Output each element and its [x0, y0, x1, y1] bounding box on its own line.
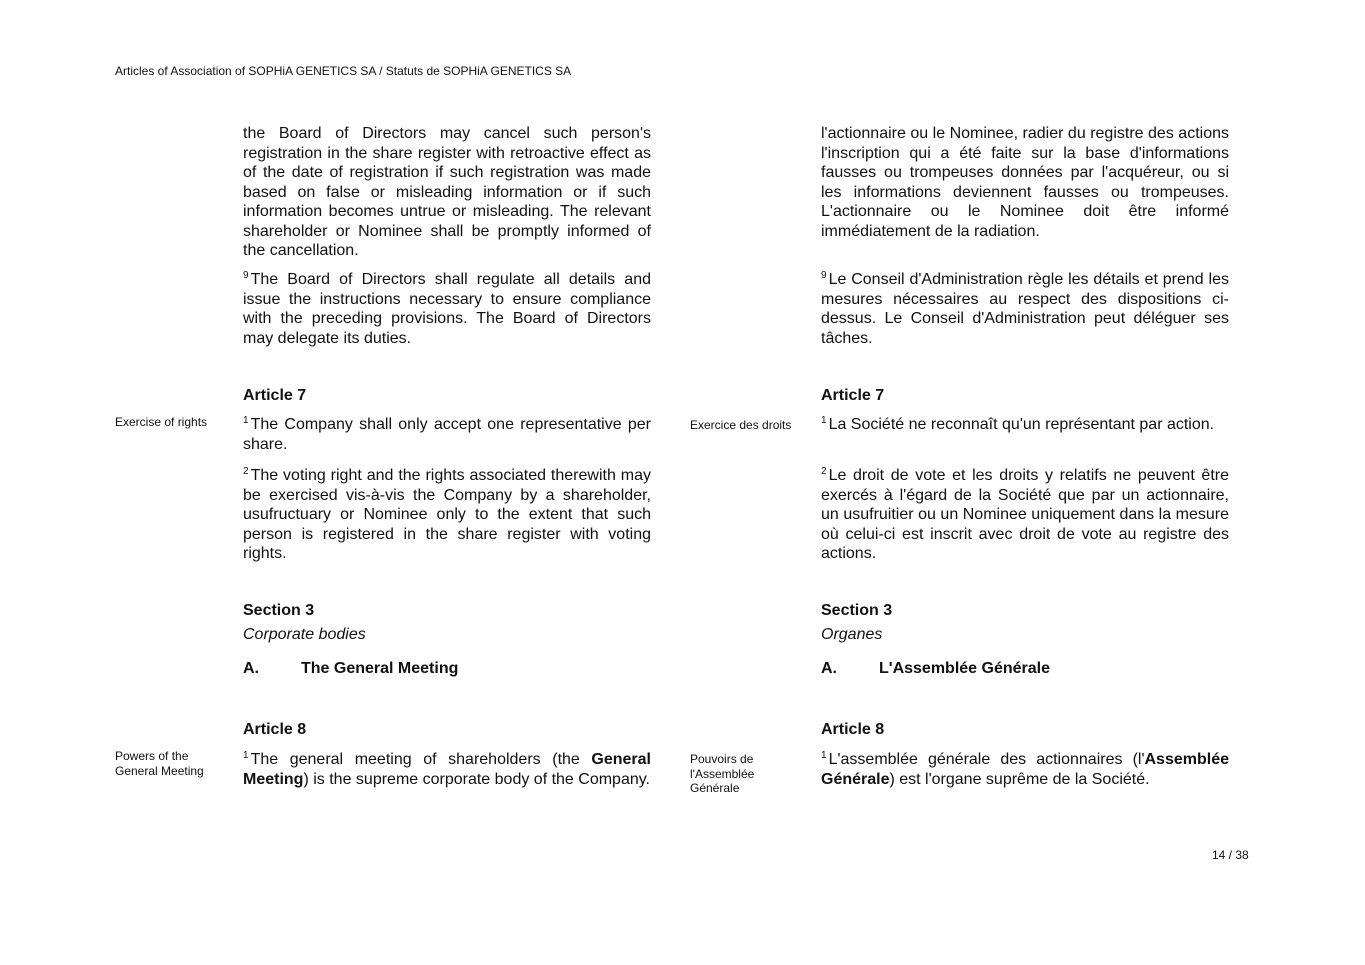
en-article-7-p1-number: 1 — [243, 414, 249, 426]
en-section-3-title: Section 3 — [243, 602, 315, 619]
fr-article-8-p1-before: L'assemblée générale des actionnaires (l' — [828, 751, 1145, 768]
en-article-8-p1-defined-term: General Meeting — [243, 751, 651, 788]
en-article-8-title: Article 8 — [243, 721, 307, 738]
fr-paragraph-9-number: 9 — [821, 269, 827, 281]
fr-paragraph-9-text: Le Conseil d'Administration règle les détails et prend les mesures nécessaires au respect des dispositions ci-dessus. Le Conseil d'Administration peut déléguer ses tâches. — [821, 271, 1229, 347]
fr-article-7-p2-text: Le droit de vote et les droits y relatifs ne peuvent être exercés à l'égard de la Société que par un actionnaire, un usufruitier ou un Nominee uniquement dans la mesure où celui-ci est inscrit avec droit de vote au registre des actions. — [821, 467, 1229, 562]
en-paragraph-continued: the Board of Directors may cancel such person's registration in the share register with retroactive effect as of the date of registration if such registration was made based on false or misleading information or if such information becomes untrue or misleading. The relevant shareholder or Nominee shall be promptly informed of the cancellation. — [243, 125, 651, 259]
fr-article-7-title: Article 7 — [821, 387, 885, 404]
en-article-7-paragraph-1 — [243, 415, 651, 454]
en-article-7-margin-note: Exercise of rights — [115, 415, 208, 429]
fr-article-7-p1-number: 1 — [821, 414, 827, 426]
fr-section-a-letter: A. — [821, 660, 837, 677]
en-article-8-p1-number: 1 — [243, 749, 249, 761]
fr-article-8-margin-note: Pouvoirs de l'Assemblée Générale — [690, 752, 755, 795]
fr-section-3-title: Section 3 — [821, 602, 893, 619]
fr-paragraph-continued: l'actionnaire ou le Nominee, radier du registre des actions l'inscription qui a été faite sur la base d'informations fausses ou trompeuses données par l'acquéreur, ou si les informations deviennent fausses ou trompeuses. L'actionnaire ou le Nominee doit être informé immédiatement de la radiation. — [821, 125, 1229, 240]
fr-paragraph-9 — [821, 270, 1229, 348]
fr-article-7-p1-text: La Société ne reconnaît qu'un représentant par action. — [828, 416, 1215, 433]
fr-section-a-title: L'Assemblée Générale — [879, 660, 1050, 677]
fr-article-8-p1-number: 1 — [821, 749, 827, 761]
en-article-8-paragraph-1 — [243, 750, 651, 789]
en-section-3-subtitle: Corporate bodies — [243, 626, 366, 643]
fr-section-3-subtitle: Organes — [821, 626, 883, 643]
en-article-7-paragraph-2 — [243, 466, 651, 564]
en-article-7-p2-number: 2 — [243, 465, 249, 477]
fr-article-7-margin-note: Exercice des droits — [690, 418, 792, 432]
en-article-8-p1-after: ) is the supreme corporate body of the Company. — [303, 770, 650, 788]
fr-article-7-paragraph-2 — [821, 466, 1229, 564]
en-paragraph-9 — [243, 270, 651, 348]
en-article-8-p1-before: The general meeting of shareholders (the — [250, 751, 592, 768]
fr-article-8-title: Article 8 — [821, 721, 885, 738]
document-header: Articles of Association of SOPHiA GENETICS SA / Statuts de SOPHiA GENETICS SA — [115, 64, 572, 78]
fr-article-7-p2-number: 2 — [821, 465, 827, 477]
en-article-7-title: Article 7 — [243, 387, 307, 404]
page-number: 14 / 38 — [1212, 848, 1249, 862]
en-section-a-heading — [243, 660, 458, 678]
en-article-8-margin-note: Powers of the General Meeting — [115, 749, 204, 778]
fr-section-a-heading — [821, 660, 1050, 678]
en-section-a-title: The General Meeting — [301, 660, 459, 677]
fr-article-8-p1-after: ) est l'organe suprême de la Société. — [889, 770, 1150, 788]
fr-article-8-paragraph-1 — [821, 750, 1229, 789]
en-article-7-p2-text: The voting right and the rights associated therewith may be exercised vis-à-vis the Company by a shareholder, usufructuary or Nominee only to the extent that such person is registered in the share register with voting rights. — [243, 467, 651, 562]
en-paragraph-9-text: The Board of Directors shall regulate all details and issue the instructions necessary to ensure compliance with the preceding provisions. The Board of Directors may delegate its duties. — [243, 271, 651, 347]
en-paragraph-9-number: 9 — [243, 269, 249, 281]
fr-article-7-paragraph-1 — [821, 415, 1229, 435]
en-article-7-p1-text: The Company shall only accept one representative per share. — [243, 416, 651, 453]
fr-article-8-p1-defined-term: Assemblée Générale — [821, 751, 1229, 788]
en-section-a-letter: A. — [243, 660, 259, 677]
